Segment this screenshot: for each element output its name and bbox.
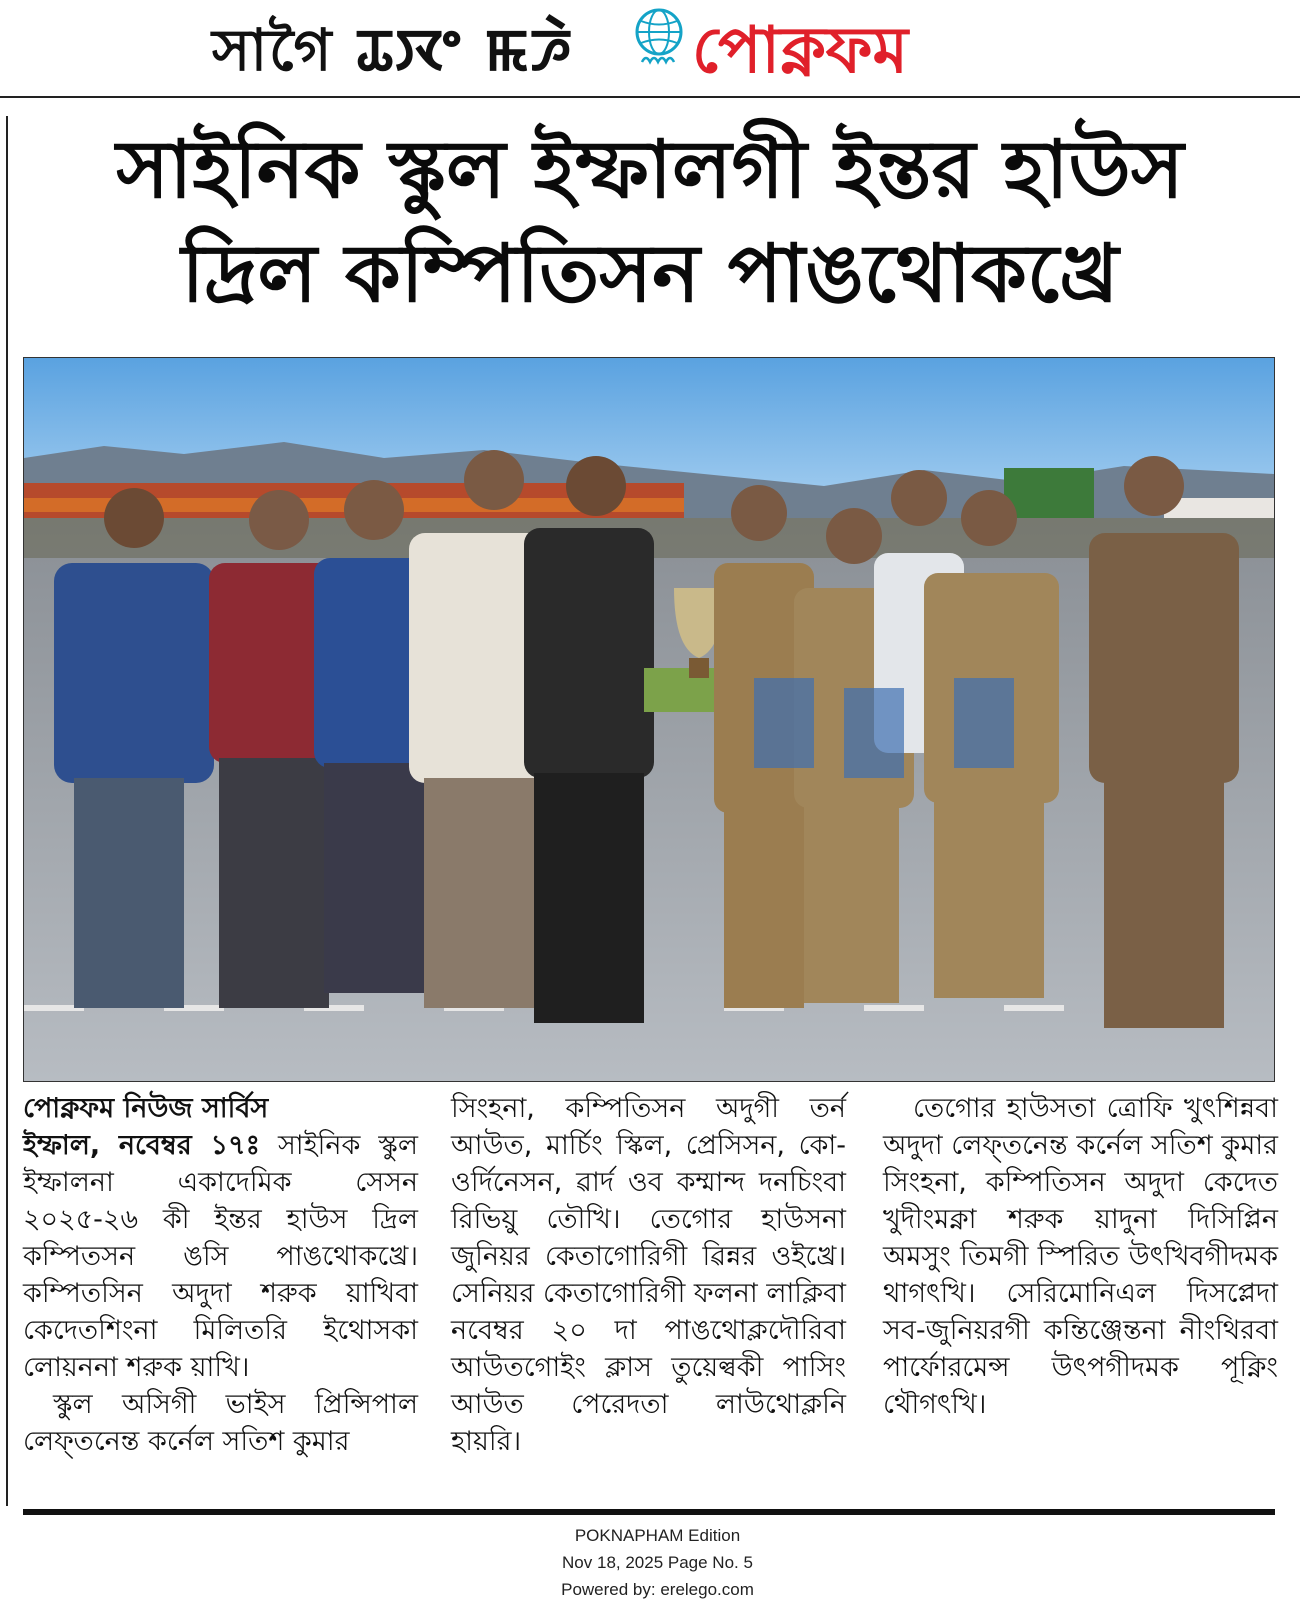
drill-competition-trophy-photo [24,358,1274,1081]
byline: পোক্নফম নিউজ সার্বিস [23,1093,269,1124]
article-paragraph: তেগোর হাউসতা ত্রোফি খুৎশিন্নবা অদুদা লেফ্‌তনেন্ত কর্নেল সতিশ কুমার সিংহনা, কম্পিতিসন অদুদা কেদেত খুদীংমক্না শরুক য়াদুনা দিসিপ্লিন অমসুং তিমগী স্পিরিত উৎখিবগীদমক থাগৎখি। সেরিমোনিএল দিসপ্লেদা সব-জুনিয়রগী কন্তিঞ্জেন্তনা নীংথিরবা পার্ফোরমেন্স উৎপগীদমক পূক্নিং থৌগৎখি। [883,1093,1278,1420]
article-text: সাইনিক স্কুল ইম্ফালনা একাদেমিক সেসন ২০২৫-২৬ কী ইন্তর হাউস দ্রিল কম্পিতসন ঙসি পাঙথোকখ্রে। কম্পিতসিন অদুদা শরুক য়াখিবা কেদেতশিংনা মিলিতরি ইথোসকা লোয়ননা শরুক য়াখি। [23,1130,418,1383]
article-column-2 [451,1090,846,1460]
article-column-1 [23,1090,418,1460]
globe-logo-icon [628,6,690,76]
masthead-title-left: সাগৈ ꯊꯋꯦ ꯃꯍꯥ [212,16,574,84]
article-paragraph: স্কুল অসিগী ভাইস প্রিন্সিপাল লেফ্‌তনেন্ত কর্নেল সতিশ কুমার [23,1389,418,1457]
article-paragraph: সিংহনা, কম্পিতিসন অদুগী তর্ন আউত, মার্চিং স্কিল, প্রেসিসন, কো-ওর্দিনেসন, ৱার্দ ওব কম্মান্দ দনচিংবা রিভিয়ু তৌখি। তেগোর হাউসনা জুনিয়র কেতাগোরিগী ৱিন্নর ওইখ্রে। সেনিয়র কেতাগোরিগী ফলনা লাক্লিবা নবেম্বর ২০ দা পাঙথোক্লদৌরিবা আউতগোইং ক্লাস তুয়েল্বকী পাসিং আউত পেরেদতা লাউথোক্লনি হায়রি। [451,1093,846,1457]
footer-edition: POKNAPHAM Edition [574,1526,741,1545]
footer-powered-by[interactable]: Powered by: erelego.com [561,1580,754,1599]
footer-date-page: Nov 18, 2025 Page No. 5 [562,1553,753,1572]
headline-line-1: সাইনিক স্কুল ইম্ফালগী ইন্তর হাউস [116,123,1184,216]
headline [30,118,1270,326]
news-photo [23,357,1275,1082]
masthead-title-right: পোক্নফম [692,14,909,88]
dateline: ইম্ফাল, নবেম্বর ১৭ঃ [23,1130,260,1161]
article-column-3 [883,1090,1278,1423]
headline-line-2: দ্রিল কম্পিতিসন পাঙথোকখ্রে [181,227,1119,320]
page-footer [0,1522,1315,1603]
masthead [0,0,1300,98]
column-rule [6,116,8,1506]
article-body [23,1090,1278,1490]
bottom-rule [23,1509,1275,1515]
